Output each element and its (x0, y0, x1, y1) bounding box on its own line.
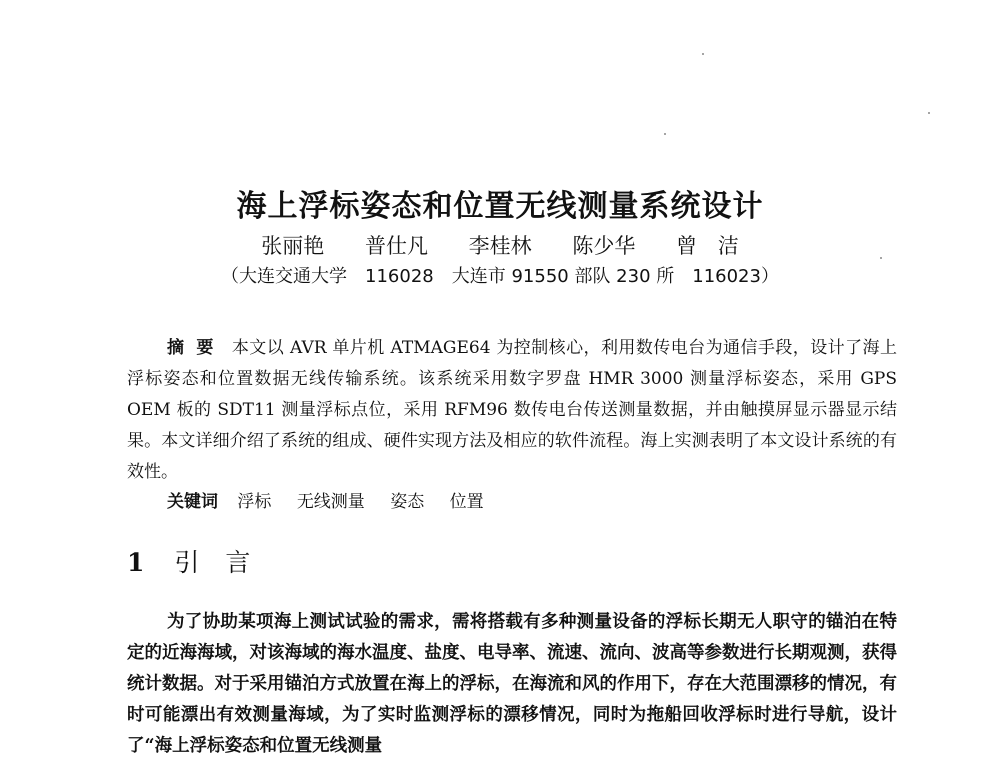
abstract-label: 摘要 (167, 338, 226, 358)
author-name: 普仕凡 (364, 234, 428, 258)
author-name: 李桂林 (468, 234, 532, 258)
keyword: 姿态 (390, 492, 425, 512)
author-name: 曾 洁 (676, 234, 739, 258)
keyword: 位置 (449, 492, 484, 512)
keyword: 浮标 (237, 492, 272, 512)
scan-speck (702, 53, 704, 55)
abstract (127, 333, 897, 488)
author-list (0, 232, 1000, 260)
section-title: 引言 (174, 548, 277, 577)
paper-title: 海上浮标姿态和位置无线测量系统设计 (236, 189, 764, 224)
scan-speck (664, 133, 666, 135)
author-name: 张丽艳 (261, 234, 325, 258)
author-name: 陈少华 (572, 234, 636, 258)
section-number: 1 (127, 548, 145, 577)
keyword: 无线测量 (296, 492, 365, 512)
keywords (167, 488, 504, 516)
scan-speck (928, 112, 930, 114)
section-heading (127, 546, 276, 580)
keywords-label: 关键词 (167, 492, 218, 512)
affiliation: （大连交通大学 116028 大连市 91550 部队 230 所 116023） (221, 266, 779, 287)
body-paragraph: 为了协助某项海上测试试验的需求，需将搭载有多种测量设备的浮标长期无人职守的锚泊在特定的近海海域，对该海域的海水温度、盐度、电导率、流速、流向、波高等参数进行长期观测，获得统计数据。对于采用锚泊方式放置在海上的浮标，在海流和风的作用下，存在大范围漂移的情况，有时可能漂出有效测量海域，为了实时监测浮标的漂移情况，同时为拖船回收浮标时进行导航，设计了“海上浮标姿态和位置无线测量 (127, 612, 897, 756)
abstract-text: 本文以 AVR 单片机 ATMAGE64 为控制核心，利用数传电台为通信手段，设计了海上浮标姿态和位置数据无线传输系统。该系统采用数字罗盘 HMR 3000 测量浮标姿态，采用 GPS OEM 板的 SDT11 测量浮标点位，采用 RFM96 数传电台传送测量数据，并由触摸屏显示器显示结果。本文详细介绍了系统的组成、硬件实现方法及相应的软件流程。海上实测表明了本文设计系统的有效性。 (127, 338, 897, 482)
